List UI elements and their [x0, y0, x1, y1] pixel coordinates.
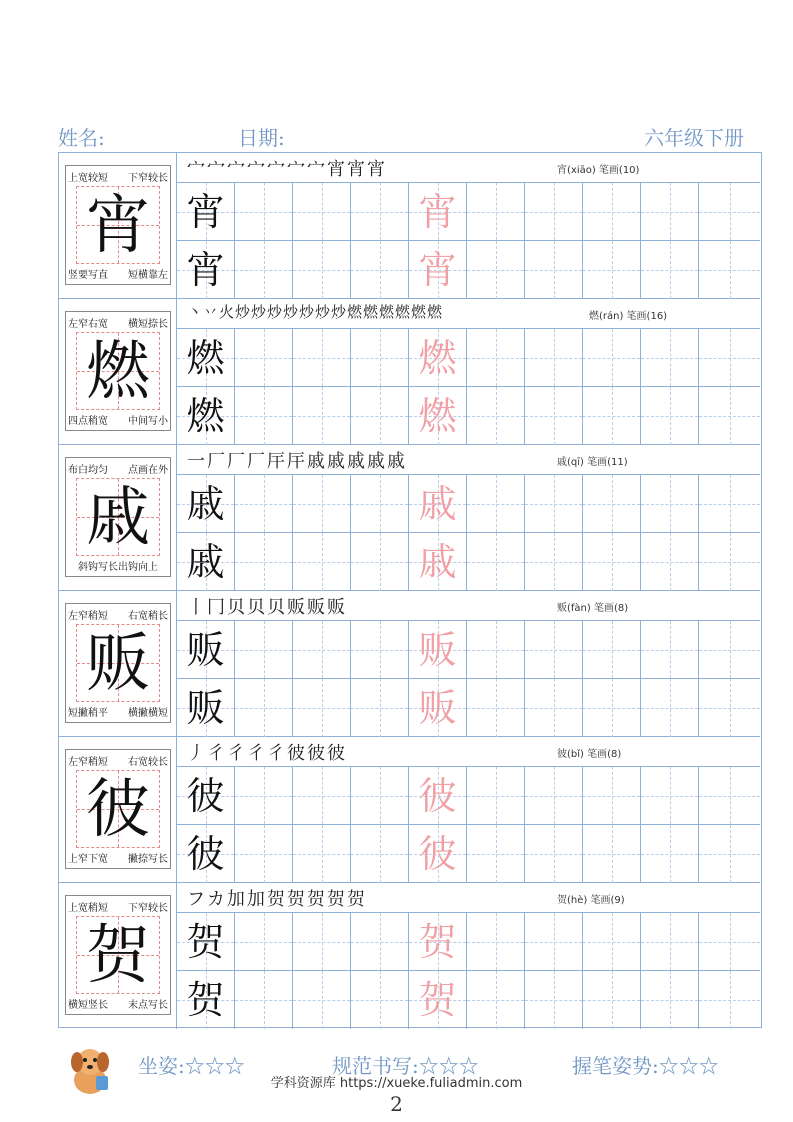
model-column: [59, 737, 177, 882]
blank-cell[interactable]: [351, 533, 409, 591]
sample-char: 贩: [186, 686, 225, 730]
model-char: 彼: [86, 773, 150, 847]
blank-cell[interactable]: [525, 183, 583, 240]
blank-cell[interactable]: [641, 767, 699, 824]
blank-cell[interactable]: [235, 329, 293, 386]
puppy-mascot-icon: [60, 1040, 120, 1100]
model-column: [59, 153, 177, 298]
blank-cell[interactable]: [351, 329, 409, 386]
model-char: 戚: [86, 481, 150, 555]
blank-cell[interactable]: [525, 913, 583, 970]
blank-cell[interactable]: [467, 387, 525, 445]
tip-bottom-right: 中间写小: [128, 416, 168, 427]
char-block-fan: [59, 591, 760, 737]
sample-char: 贩: [186, 628, 225, 672]
blank-cell[interactable]: [583, 971, 641, 1029]
grade-label: 六年级下册: [644, 126, 744, 150]
blank-cell[interactable]: [351, 387, 409, 445]
blank-cell[interactable]: [235, 241, 293, 299]
blank-cell[interactable]: [525, 767, 583, 824]
stroke-order-row: [177, 153, 760, 183]
tip-top-right: 横短捺长: [128, 319, 168, 330]
blank-cell[interactable]: [467, 183, 525, 240]
stroke-sequence: 丶丷火炒炒炒炒炒炒炒燃燃燃燃燃燃: [187, 303, 444, 321]
sample-char: 宵: [186, 190, 225, 234]
blank-cell[interactable]: [467, 241, 525, 299]
grip-rating: 握笔姿势:☆☆☆: [572, 1054, 719, 1078]
blank-cell[interactable]: [525, 329, 583, 386]
model-card: [65, 603, 171, 723]
sample-char: 彼: [186, 832, 225, 876]
practice-row: [177, 387, 760, 445]
blank-cell[interactable]: [583, 475, 641, 532]
practice-row: [177, 913, 760, 971]
blank-cell[interactable]: [293, 621, 351, 678]
blank-cell[interactable]: [293, 387, 351, 445]
tip-bottom-left: 上窄下宽: [68, 854, 108, 865]
blank-cell[interactable]: [525, 533, 583, 591]
blank-cell[interactable]: [583, 825, 641, 883]
char-info: 宵(xiāo) 笔画(10): [557, 165, 640, 176]
practice-row: [177, 971, 760, 1029]
blank-cell[interactable]: [583, 387, 641, 445]
stroke-sequence: 宀宀宀宀宀宀宀宵宵宵: [187, 159, 387, 180]
trace-char: 贺: [418, 978, 457, 1022]
blank-cell[interactable]: [467, 767, 525, 824]
blank-cell[interactable]: [641, 825, 699, 883]
stroke-sequence: フカ加加贺贺贺贺贺: [187, 889, 367, 910]
tip-top-left: 上宽稍短: [68, 903, 108, 914]
trace-char: 戚: [418, 482, 457, 526]
tip-top-right: 右宽较长: [128, 757, 168, 768]
practice-sheet: [58, 152, 762, 1028]
char-info: 戚(qī) 笔画(11): [557, 457, 628, 468]
blank-cell[interactable]: [583, 913, 641, 970]
blank-cell[interactable]: [467, 533, 525, 591]
blank-cell[interactable]: [641, 329, 699, 386]
blank-cell[interactable]: [583, 621, 641, 678]
date-label: 日期:: [238, 126, 285, 150]
model-char: 燃: [86, 335, 150, 409]
tip-bottom: 斜钩写长出钩向上: [78, 562, 158, 573]
blank-cell[interactable]: [467, 825, 525, 883]
sample-char: 贺: [186, 920, 225, 964]
tip-top-left: 左窄稍短: [68, 611, 108, 622]
blank-cell[interactable]: [525, 475, 583, 532]
blank-cell[interactable]: [641, 475, 699, 532]
tip-bottom-right: 横撇横短: [128, 708, 168, 719]
tip-top-right: 点画在外: [128, 465, 168, 476]
blank-cell[interactable]: [583, 767, 641, 824]
blank-cell[interactable]: [235, 767, 293, 824]
blank-cell[interactable]: [699, 475, 760, 532]
model-card: [65, 165, 171, 285]
posture-rating: 坐姿:☆☆☆: [138, 1054, 245, 1078]
trace-char: 贩: [418, 686, 457, 730]
blank-cell[interactable]: [699, 825, 760, 883]
blank-cell[interactable]: [525, 241, 583, 299]
tip-top-left: 布白均匀: [68, 465, 108, 476]
standard-writing-rating: 规范书写:☆☆☆: [332, 1054, 479, 1078]
trace-char: 贩: [418, 628, 457, 672]
stroke-order-row: [177, 299, 760, 329]
model-card: [65, 311, 171, 431]
stroke-sequence: 丿彳彳彳彳彼彼彼: [187, 743, 347, 764]
blank-cell[interactable]: [351, 241, 409, 299]
blank-cell[interactable]: [351, 475, 409, 532]
sample-char: 宵: [186, 248, 225, 292]
blank-cell[interactable]: [235, 475, 293, 532]
blank-cell[interactable]: [699, 971, 760, 1029]
stroke-order-row: [177, 445, 760, 475]
blank-cell[interactable]: [641, 971, 699, 1029]
blank-cell[interactable]: [641, 913, 699, 970]
tip-top-right: 下窄较长: [128, 173, 168, 184]
blank-cell[interactable]: [293, 825, 351, 883]
blank-cell[interactable]: [699, 533, 760, 591]
blank-cell[interactable]: [293, 475, 351, 532]
blank-cell[interactable]: [235, 183, 293, 240]
char-info: 贺(hè) 笔画(9): [557, 895, 625, 906]
model-char: 贩: [86, 627, 150, 701]
model-card: [65, 895, 171, 1015]
tip-top-left: 左窄右宽: [68, 319, 108, 330]
blank-cell[interactable]: [235, 825, 293, 883]
stroke-order-row: [177, 737, 760, 767]
blank-cell[interactable]: [293, 679, 351, 737]
practice-row: [177, 825, 760, 883]
blank-cell[interactable]: [641, 679, 699, 737]
tip-bottom-left: 竖要写直: [68, 270, 108, 281]
blank-cell[interactable]: [525, 679, 583, 737]
sample-char: 燃: [186, 394, 225, 438]
trace-char: 燃: [418, 394, 457, 438]
sample-char: 戚: [186, 482, 225, 526]
blank-cell[interactable]: [467, 475, 525, 532]
model-column: [59, 883, 177, 1029]
blank-cell[interactable]: [293, 971, 351, 1029]
char-info: 贩(fàn) 笔画(8): [557, 603, 629, 614]
blank-cell[interactable]: [351, 679, 409, 737]
char-block-xiao: [59, 153, 760, 299]
blank-cell[interactable]: [235, 387, 293, 445]
practice-row: [177, 679, 760, 737]
blank-cell[interactable]: [467, 679, 525, 737]
model-char: 贺: [86, 919, 150, 993]
blank-cell[interactable]: [351, 825, 409, 883]
sample-char: 燃: [186, 336, 225, 380]
blank-cell[interactable]: [293, 241, 351, 299]
trace-char: 彼: [418, 832, 457, 876]
watermark: 学科资源库 https://xueke.fuliadmin.com: [270, 1076, 523, 1091]
blank-cell[interactable]: [641, 533, 699, 591]
tip-bottom-right: 撇捺写长: [128, 854, 168, 865]
blank-cell[interactable]: [641, 241, 699, 299]
blank-cell[interactable]: [699, 241, 760, 299]
blank-cell[interactable]: [235, 679, 293, 737]
practice-row: [177, 767, 760, 825]
blank-cell[interactable]: [293, 913, 351, 970]
char-block-qi: [59, 445, 760, 591]
practice-row: [177, 183, 760, 241]
char-info: 彼(bǐ) 笔画(8): [557, 749, 622, 760]
blank-cell[interactable]: [641, 621, 699, 678]
blank-cell[interactable]: [583, 533, 641, 591]
stroke-order-row: [177, 883, 760, 913]
practice-row: [177, 621, 760, 679]
stroke-sequence: 丨冂贝贝贝贩贩贩: [187, 597, 347, 618]
blank-cell[interactable]: [351, 971, 409, 1029]
blank-cell[interactable]: [699, 329, 760, 386]
char-block-bi: [59, 737, 760, 883]
blank-cell[interactable]: [467, 621, 525, 678]
blank-cell[interactable]: [525, 825, 583, 883]
blank-cell[interactable]: [641, 387, 699, 445]
blank-cell[interactable]: [293, 533, 351, 591]
blank-cell[interactable]: [525, 621, 583, 678]
blank-cell[interactable]: [293, 183, 351, 240]
blank-cell[interactable]: [351, 621, 409, 678]
char-block-ran: [59, 299, 760, 445]
blank-cell[interactable]: [699, 913, 760, 970]
tip-top-left: 上宽较短: [68, 173, 108, 184]
trace-char: 贺: [418, 920, 457, 964]
practice-row: [177, 475, 760, 533]
stroke-sequence: 一厂厂厂厈厈戚戚戚戚戚: [187, 451, 407, 472]
sample-char: 戚: [186, 540, 225, 584]
blank-cell[interactable]: [583, 183, 641, 240]
blank-cell[interactable]: [235, 621, 293, 678]
blank-cell[interactable]: [351, 913, 409, 970]
blank-cell[interactable]: [699, 621, 760, 678]
blank-cell[interactable]: [467, 913, 525, 970]
practice-row: [177, 241, 760, 299]
char-block-he: [59, 883, 760, 1029]
blank-cell[interactable]: [235, 971, 293, 1029]
blank-cell[interactable]: [525, 387, 583, 445]
tip-bottom-left: 短撇稍平: [68, 708, 108, 719]
tip-top-right: 右宽稍长: [128, 611, 168, 622]
blank-cell[interactable]: [293, 767, 351, 824]
model-card: [65, 457, 171, 577]
blank-cell[interactable]: [467, 329, 525, 386]
blank-cell[interactable]: [351, 767, 409, 824]
trace-char: 燃: [418, 336, 457, 380]
tip-bottom-left: 横短竖长: [68, 1000, 108, 1011]
trace-char: 宵: [418, 190, 457, 234]
blank-cell[interactable]: [699, 387, 760, 445]
blank-cell[interactable]: [467, 971, 525, 1029]
blank-cell[interactable]: [525, 971, 583, 1029]
tip-bottom-left: 四点稍宽: [68, 416, 108, 427]
trace-char: 戚: [418, 540, 457, 584]
blank-cell[interactable]: [583, 329, 641, 386]
stroke-order-row: [177, 591, 760, 621]
sample-char: 贺: [186, 978, 225, 1022]
practice-row: [177, 329, 760, 387]
tip-bottom-right: 短横靠左: [128, 270, 168, 281]
blank-cell[interactable]: [699, 767, 760, 824]
model-column: [59, 591, 177, 736]
practice-row: [177, 533, 760, 591]
model-column: [59, 445, 177, 590]
blank-cell[interactable]: [235, 533, 293, 591]
name-label: 姓名:: [58, 126, 105, 150]
model-char: 宵: [86, 189, 150, 263]
sample-char: 彼: [186, 774, 225, 818]
char-info: 燃(rán) 笔画(16): [589, 311, 668, 322]
blank-cell[interactable]: [641, 183, 699, 240]
trace-char: 彼: [418, 774, 457, 818]
blank-cell[interactable]: [583, 679, 641, 737]
model-card: [65, 749, 171, 869]
page-number: 2: [390, 1092, 403, 1116]
blank-cell[interactable]: [235, 913, 293, 970]
blank-cell[interactable]: [583, 241, 641, 299]
blank-cell[interactable]: [293, 329, 351, 386]
tip-top-right: 下窄较长: [128, 903, 168, 914]
blank-cell[interactable]: [699, 183, 760, 240]
model-column: [59, 299, 177, 444]
blank-cell[interactable]: [699, 679, 760, 737]
blank-cell[interactable]: [351, 183, 409, 240]
tip-bottom-right: 末点写长: [128, 1000, 168, 1011]
tip-top-left: 左窄稍短: [68, 757, 108, 768]
trace-char: 宵: [418, 248, 457, 292]
